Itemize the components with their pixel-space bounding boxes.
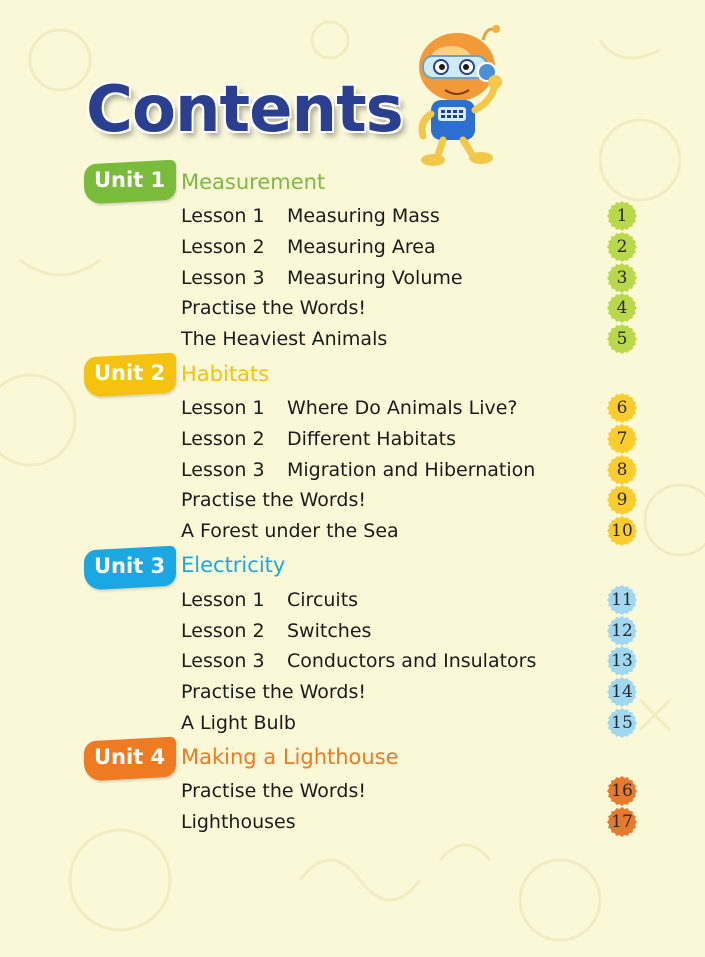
page-number-badge [607,776,637,806]
unit-tag [84,546,176,591]
toc-entry[interactable] [181,266,463,290]
lesson-number: Lesson 3 [181,267,265,289]
page-number: 8 [616,460,628,480]
page-number: 6 [616,398,628,418]
page-number-badge [607,677,637,707]
page-number: 15 [611,713,633,733]
page-number: 3 [616,268,628,288]
entry-title: Conductors and Insulators [287,650,537,672]
unit-tag [84,353,176,398]
page-number: 14 [611,682,633,702]
lesson-number: Lesson 3 [181,650,265,672]
page-number: 2 [616,237,628,257]
entry-title: Measuring Mass [287,205,440,227]
lesson-number: Lesson 2 [181,620,265,642]
entry-title: Where Do Animals Live? [287,397,518,419]
unit-title: Habitats [181,362,270,386]
entry-title: Practise the Words! [181,489,366,511]
page-number-badge [607,263,637,293]
unit-tag [84,160,176,205]
toc-entry[interactable] [181,204,440,228]
entry-title: Migration and Hibernation [287,459,536,481]
page-number-badge [607,616,637,646]
page-number: 11 [611,590,633,610]
page-number: 4 [616,298,628,318]
page-number: 13 [611,651,633,671]
toc-entry[interactable] [181,296,366,320]
toc-entry[interactable] [181,427,456,451]
page-number-badge [607,455,637,485]
page-number-badge [607,232,637,262]
page-number: 5 [616,329,628,349]
lesson-number: Lesson 2 [181,428,265,450]
unit-tag [84,737,176,782]
toc-entry[interactable] [181,396,518,420]
entry-title: Different Habitats [287,428,457,450]
page-number: 7 [616,429,628,449]
page-number: 12 [611,621,633,641]
page-number-badge [607,201,637,231]
unit-tag-label: Unit 3 [94,554,166,579]
page-number-badge [607,485,637,515]
toc-entry[interactable] [181,680,366,704]
page-number-badge [607,708,637,738]
page-number-badge [607,324,637,354]
page-number-badge [607,646,637,676]
page-number-badge [607,393,637,423]
entry-title: Measuring Volume [287,267,463,289]
entry-title: A Light Bulb [181,712,296,734]
page-number-badge [607,516,637,546]
lesson-number: Lesson 1 [181,205,265,227]
lesson-number: Lesson 1 [181,397,265,419]
lesson-number: Lesson 2 [181,236,265,258]
unit-title: Electricity [181,553,286,577]
unit-title: Making a Lighthouse [181,745,399,769]
page-number: 1 [616,206,628,226]
entry-title: Measuring Area [287,236,436,258]
page-number-badge [607,585,637,615]
entry-title: Practise the Words! [181,297,366,319]
entry-title: A Forest under the Sea [181,520,399,542]
toc-entry[interactable] [181,711,296,735]
unit-tag-label: Unit 2 [94,361,166,386]
entry-title: Switches [287,620,372,642]
entry-title: Lighthouses [181,811,296,833]
unit-tag-label: Unit 4 [94,745,166,770]
toc-entry[interactable] [181,619,371,643]
page-number-badge [607,424,637,454]
lesson-number: Lesson 3 [181,459,265,481]
toc-entry[interactable] [181,519,399,543]
toc-entry[interactable] [181,810,296,834]
page-number-badge [607,293,637,323]
toc-entry[interactable] [181,235,436,259]
page-number: 17 [611,812,633,832]
page-number-badge [607,807,637,837]
page-number: 16 [611,781,633,801]
toc-entry[interactable] [181,649,536,673]
toc-entry[interactable] [181,488,366,512]
toc-entry[interactable] [181,327,387,351]
entry-title: Practise the Words! [181,780,366,802]
page-number: 10 [611,521,633,541]
entry-title: Practise the Words! [181,681,366,703]
toc-entry[interactable] [181,458,535,482]
toc-entry[interactable] [181,779,366,803]
entry-title: Circuits [287,589,359,611]
unit-tag-label: Unit 1 [94,168,166,193]
page-number: 9 [616,490,628,510]
lesson-number: Lesson 1 [181,589,265,611]
toc-entry[interactable] [181,588,358,612]
page-title: Contents [86,73,403,147]
robot-mascot-icon [405,22,515,167]
entry-title: The Heaviest Animals [181,328,388,350]
unit-title: Measurement [181,170,326,194]
